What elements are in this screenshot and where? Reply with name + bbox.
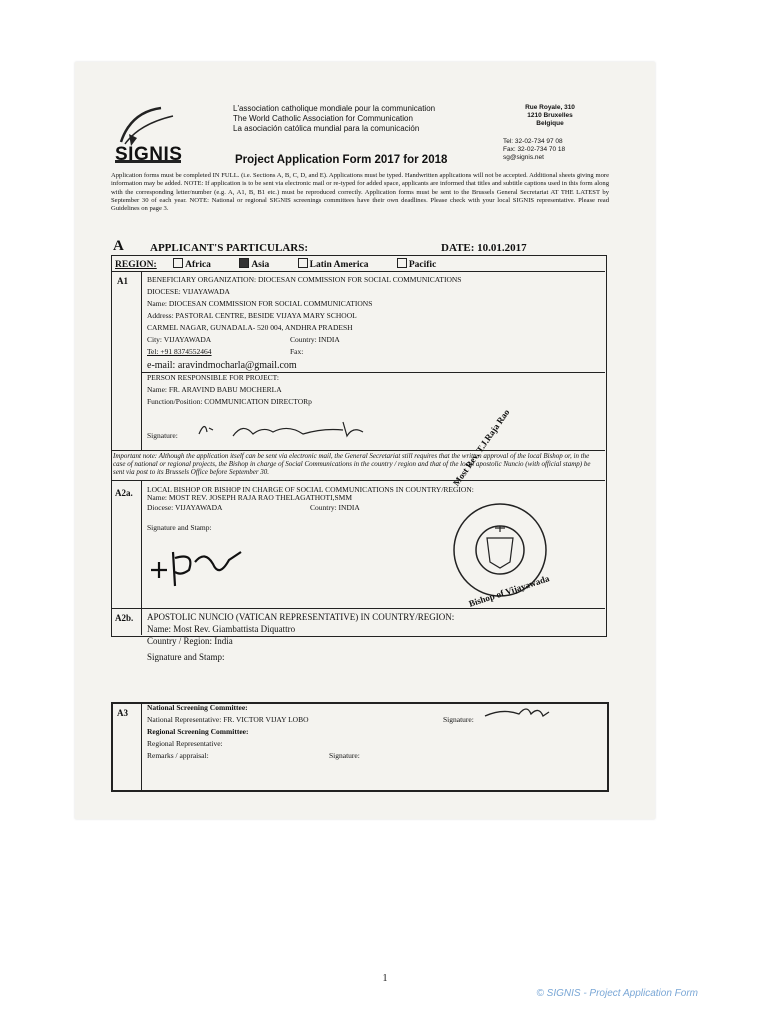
signature-label: Signature: bbox=[147, 431, 178, 440]
org-line: The World Catholic Association for Communication bbox=[233, 114, 413, 123]
form-date: DATE: 10.01.2017 bbox=[441, 242, 527, 254]
remarks: Remarks / appraisal: bbox=[147, 751, 209, 760]
a1-label: A1 bbox=[117, 276, 128, 286]
divider bbox=[111, 271, 605, 272]
telephone: Tel: +91 8374552464 bbox=[147, 347, 212, 356]
logo-text: SIGNIS bbox=[115, 144, 183, 165]
divider bbox=[111, 608, 605, 609]
region-checkbox-africa[interactable] bbox=[173, 258, 183, 268]
divider bbox=[111, 480, 605, 481]
a2b-fields bbox=[147, 611, 454, 663]
national-committee-title: National Screening Committee: bbox=[147, 703, 248, 712]
column-divider bbox=[141, 271, 142, 450]
section-title: APPLICANT'S PARTICULARS: bbox=[150, 242, 309, 254]
important-note: Important note: Although the application itself can be sent via electronic mail, the General Secretariat still requires that the written approval of the local Bishop or, in the case of national or regional projects, the Bishop in charge of Social Communications in the country / region and that of the local apostolic Nuncio (with official stamp) be sent via post to its Brussels Office before September 30. bbox=[113, 452, 591, 476]
nuncio-country: Country / Region: India bbox=[147, 636, 233, 646]
association-names bbox=[233, 104, 435, 134]
bishop-title: LOCAL BISHOP OR BISHOP IN CHARGE OF SOCIAL COMMUNICATIONS IN COUNTRY/REGION: bbox=[147, 485, 474, 494]
scanned-form-page bbox=[75, 62, 655, 819]
a3-signature-1: Signature: bbox=[443, 715, 474, 724]
fax-line: Fax: 32-02-734 70 18 bbox=[503, 146, 566, 153]
region-africa: Africa bbox=[185, 260, 211, 270]
nuncio-signature-label: Signature and Stamp: bbox=[147, 652, 225, 662]
a2a-signature-label: Signature and Stamp: bbox=[147, 523, 212, 532]
org-name: Name: DIOCESAN COMMISSION FOR SOCIAL COMMUNICATIONS bbox=[147, 299, 373, 308]
email-line: sg@signis.net bbox=[503, 154, 544, 161]
region-checkbox-asia[interactable] bbox=[239, 258, 249, 268]
fax: Fax: bbox=[290, 347, 304, 356]
address-line-2: CARMEL NAGAR, GUNADALA- 520 004, ANDHRA PRADESH bbox=[147, 323, 353, 332]
bishop-diocese: Diocese: VIJAYAWADA bbox=[147, 503, 223, 512]
country: Country: INDIA bbox=[290, 335, 340, 344]
page-number: 1 bbox=[382, 973, 388, 984]
divider bbox=[111, 450, 605, 451]
beneficiary-organization: BENEFICIARY ORGANIZATION: DIOCESAN COMMISSION FOR SOCIAL COMMUNICATIONS bbox=[147, 275, 462, 284]
representative-signature bbox=[483, 702, 553, 724]
regional-representative: Regional Representative: bbox=[147, 739, 223, 748]
section-letter: A bbox=[113, 238, 124, 254]
region-asia: Asia bbox=[251, 260, 270, 270]
city: City: VIJAYAWADA bbox=[147, 335, 212, 344]
region-pacific: Pacific bbox=[408, 260, 437, 270]
person-name: Name: FR. ARAVIND BABU MOCHERLA bbox=[147, 385, 282, 394]
a3-label: A3 bbox=[117, 708, 128, 718]
address-block bbox=[505, 104, 595, 128]
nuncio-name: Name: Most Rev. Giambattista Diquattro bbox=[147, 624, 296, 634]
address-line: Belgique bbox=[536, 120, 564, 127]
contact-block bbox=[503, 138, 597, 162]
person-function: Function/Position: COMMUNICATION DIRECTORp bbox=[147, 397, 312, 406]
region-checkbox-pacific[interactable] bbox=[397, 258, 407, 268]
stamp-text-top: Most Rev. T.J.Raja Rao bbox=[451, 407, 512, 488]
region-checkbox-latin-america[interactable] bbox=[298, 258, 308, 268]
a2b-label: A2b. bbox=[115, 613, 134, 623]
tel-line: Tel: 32-02-734 97 08 bbox=[503, 138, 563, 145]
a2a-label: A2a. bbox=[115, 488, 133, 498]
email: e-mail: aravindmocharla@gmail.com bbox=[147, 360, 297, 371]
diocese: DIOCESE: VIJAYAWADA bbox=[147, 287, 230, 296]
stamp-text-bottom: Bishop of Vijayawada bbox=[467, 573, 551, 609]
org-line: La asociación católica mundial para la comunicación bbox=[233, 124, 420, 133]
signature-mark bbox=[193, 418, 373, 442]
regional-committee-title: Regional Screening Committee: bbox=[147, 727, 249, 736]
bishop-signature bbox=[145, 542, 255, 592]
address-line: Rue Royale, 310 bbox=[525, 104, 575, 111]
person-responsible bbox=[147, 372, 312, 408]
a3-signature-2: Signature: bbox=[329, 751, 360, 760]
column-divider bbox=[141, 480, 142, 635]
nuncio-title: APOSTOLIC NUNCIO (VATICAN REPRESENTATIVE) IN COUNTRY/REGION: bbox=[147, 612, 455, 622]
form-title: Project Application Form 2017 for 2018 bbox=[235, 154, 448, 166]
person-title: PERSON RESPONSIBLE FOR PROJECT: bbox=[147, 373, 279, 382]
a1-fields bbox=[147, 274, 461, 334]
bishop-country: Country: INDIA bbox=[310, 503, 360, 512]
column-divider bbox=[141, 702, 142, 790]
region-row bbox=[115, 258, 436, 270]
region-latin-america: Latin America bbox=[309, 260, 369, 270]
a3-fields bbox=[147, 702, 309, 762]
intro-paragraph: Application forms must be completed IN FULL. (i.e. Sections A, B, C, D, and E). Applications must be typed. Handwritten applications will not be accepted. Additional sheets giving more information may be added. NOTE: If application is to be sent via electronic mail or re-typed for added space, applicants are informed that titles and subtitle captions used in this form along with the corresponding letter/number (e.g. A, A1, B, B1 etc.) must be reproduced correctly. Application forms must be sent to the Brussels General Secretariat AT THE LATEST by September 30 of each year. NOTE: National or regional SIGNIS screenings committees have their own deadlines. Please check with your local SIGNIS representative. Please read Guidelines on page 3. bbox=[111, 172, 609, 213]
bishop-name: Name: MOST REV. JOSEPH RAJA RAO THELAGATHOTI,SMM bbox=[147, 493, 353, 502]
address-line: 1210 Bruxelles bbox=[527, 112, 573, 119]
national-representative: National Representative: FR. VICTOR VIJAY LOBO bbox=[147, 715, 309, 724]
address: Address: PASTORAL CENTRE, BESIDE VIJAYA MARY SCHOOL bbox=[147, 311, 357, 320]
footer-copyright: © SIGNIS - Project Application Form bbox=[536, 988, 698, 999]
org-line: L'association catholique mondiale pour la communication bbox=[233, 104, 436, 113]
region-label: REGION: bbox=[115, 260, 157, 270]
